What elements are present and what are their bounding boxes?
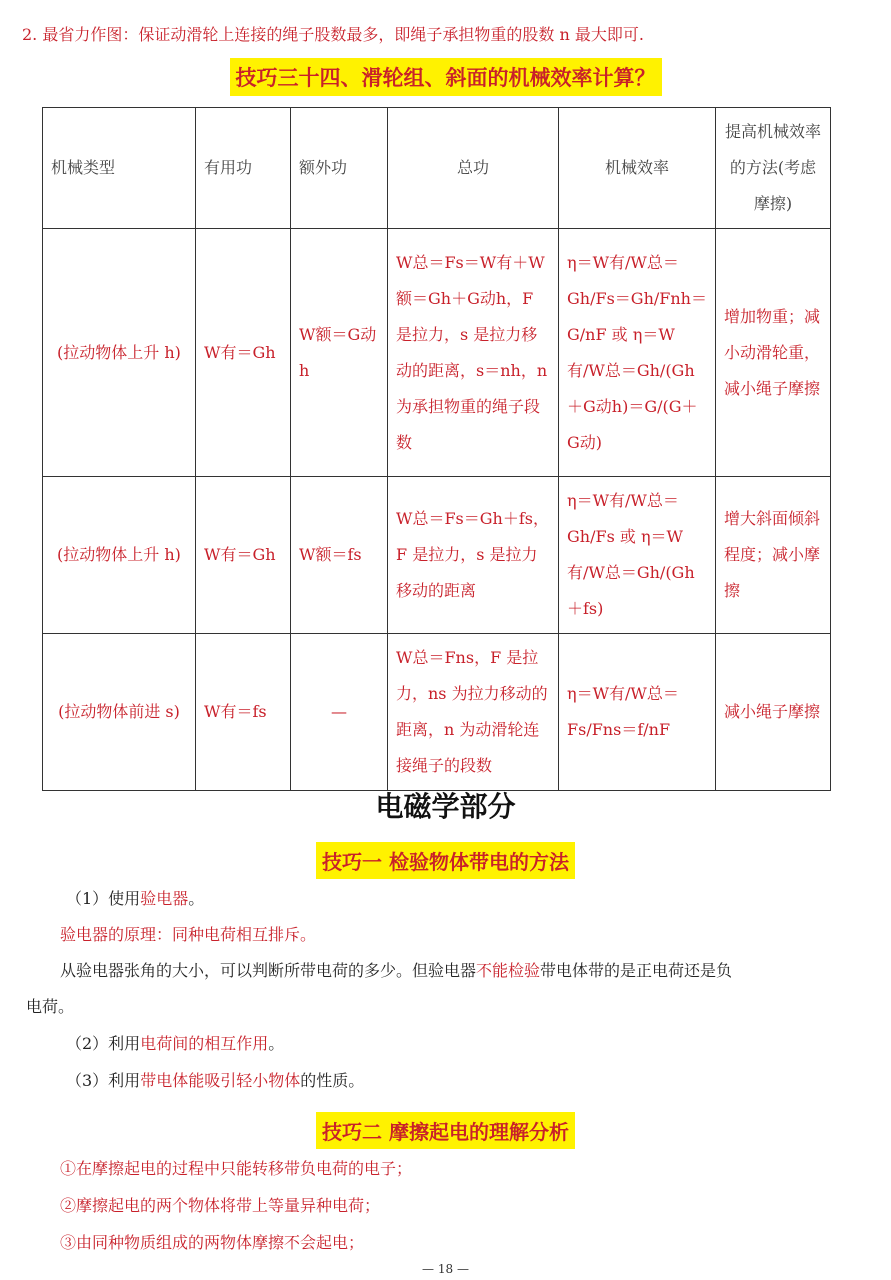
heading-text: 技巧三十四、滑轮组、斜面的机械效率计算？ <box>230 58 662 96</box>
header-cell: 有用功 <box>196 108 291 229</box>
useful-work: W有＝fs <box>196 634 291 791</box>
heading-friction-charge <box>0 1112 891 1149</box>
text: （1）使用 <box>66 889 141 908</box>
paragraph <box>26 954 891 988</box>
text: 的性质。 <box>300 1071 365 1090</box>
improve-method: 减小绳子摩擦 <box>716 634 831 791</box>
paragraph <box>26 882 891 916</box>
section-title: 电磁学部分 <box>375 790 516 823</box>
total-work: W总＝Fs＝W有＋W额＝Gh＋G动h，F 是拉力，s 是拉力移动的距离，s＝nh，n 为承担物重的绳子段数 <box>388 229 559 477</box>
header-cell: 机械效率 <box>559 108 716 229</box>
efficiency-formula: η＝W有/W总＝Gh/Fs 或 η＝W有/W总＝Gh/(Gh＋fs) <box>559 477 716 634</box>
useful-work: W有＝Gh <box>196 229 291 477</box>
table-row <box>43 229 831 477</box>
heading-text: 技巧一 检验物体带电的方法 <box>316 842 575 879</box>
efficiency-formula: η＝W有/W总＝Gh/Fs＝Gh/Fnh＝G/nF 或 η＝W有/W总＝Gh/(Gh＋G动h)＝G/(G＋G动) <box>559 229 716 477</box>
heading-text: 技巧二 摩擦起电的理解分析 <box>316 1112 575 1149</box>
table-row <box>43 634 831 791</box>
improve-method: 增大斜面倾斜程度；减小摩擦 <box>716 477 831 634</box>
highlight-text: 电荷间的相互作用 <box>140 1034 269 1053</box>
text: 。 <box>268 1034 285 1053</box>
mechanism-type: (拉动物体上升 h) <box>43 229 196 477</box>
text: （3）利用 <box>66 1071 141 1090</box>
improve-method: 增加物重；减小动滑轮重，减小绳子摩擦 <box>716 229 831 477</box>
paragraph <box>26 1027 891 1061</box>
text: 带电体带的是正电荷还是负 <box>540 961 733 980</box>
paragraph: 电荷。 <box>26 997 75 1016</box>
total-work: W总＝Fs＝Gh＋fs，F 是拉力，s 是拉力移动的距离 <box>388 477 559 634</box>
header-cell: 提高机械效率的方法(考虑摩擦) <box>716 108 831 229</box>
table-row <box>43 477 831 634</box>
page-number: — 18 — <box>422 1262 469 1276</box>
text: 从验电器张角的大小，可以判断所带电荷的多少。但验电器 <box>60 961 477 980</box>
mechanism-type: (拉动物体前进 s) <box>43 634 196 791</box>
heading-pulley-efficiency <box>0 58 891 96</box>
header-cell: 总功 <box>388 108 559 229</box>
list-item: ②摩擦起电的两个物体将带上等量异种电荷； <box>60 1196 381 1215</box>
intro-line: 2. 最省力作图：保证动滑轮上连接的绳子股数最多，即绳子承担物重的股数 n 最大即可. <box>22 25 644 44</box>
paragraph: 验电器的原理：同种电荷相互排斥。 <box>60 925 317 944</box>
list-item: ①在摩擦起电的过程中只能转移带负电荷的电子； <box>60 1159 413 1178</box>
extra-work: — <box>291 634 388 791</box>
highlight-text: 不能检验 <box>476 961 541 980</box>
text: 。 <box>188 889 205 908</box>
header-cell: 额外功 <box>291 108 388 229</box>
list-item: ③由同种物质组成的两物体摩擦不会起电； <box>60 1233 365 1252</box>
total-work: W总＝Fns，F 是拉力，ns 为拉力移动的距离，n 为动滑轮连接绳子的段数 <box>388 634 559 791</box>
paragraph <box>26 1064 891 1098</box>
highlight-text: 带电体能吸引轻小物体 <box>140 1071 301 1090</box>
table-header-row <box>43 108 831 229</box>
extra-work: W额＝fs <box>291 477 388 634</box>
efficiency-formula: η＝W有/W总＝Fs/Fns＝f/nF <box>559 634 716 791</box>
efficiency-table <box>42 107 831 791</box>
mechanism-type: (拉动物体上升 h) <box>43 477 196 634</box>
text: （2）利用 <box>66 1034 141 1053</box>
highlight-text: 验电器 <box>140 889 189 908</box>
useful-work: W有＝Gh <box>196 477 291 634</box>
heading-detect-charge <box>0 842 891 879</box>
header-cell: 机械类型 <box>43 108 196 229</box>
extra-work: W额＝G动h <box>291 229 388 477</box>
